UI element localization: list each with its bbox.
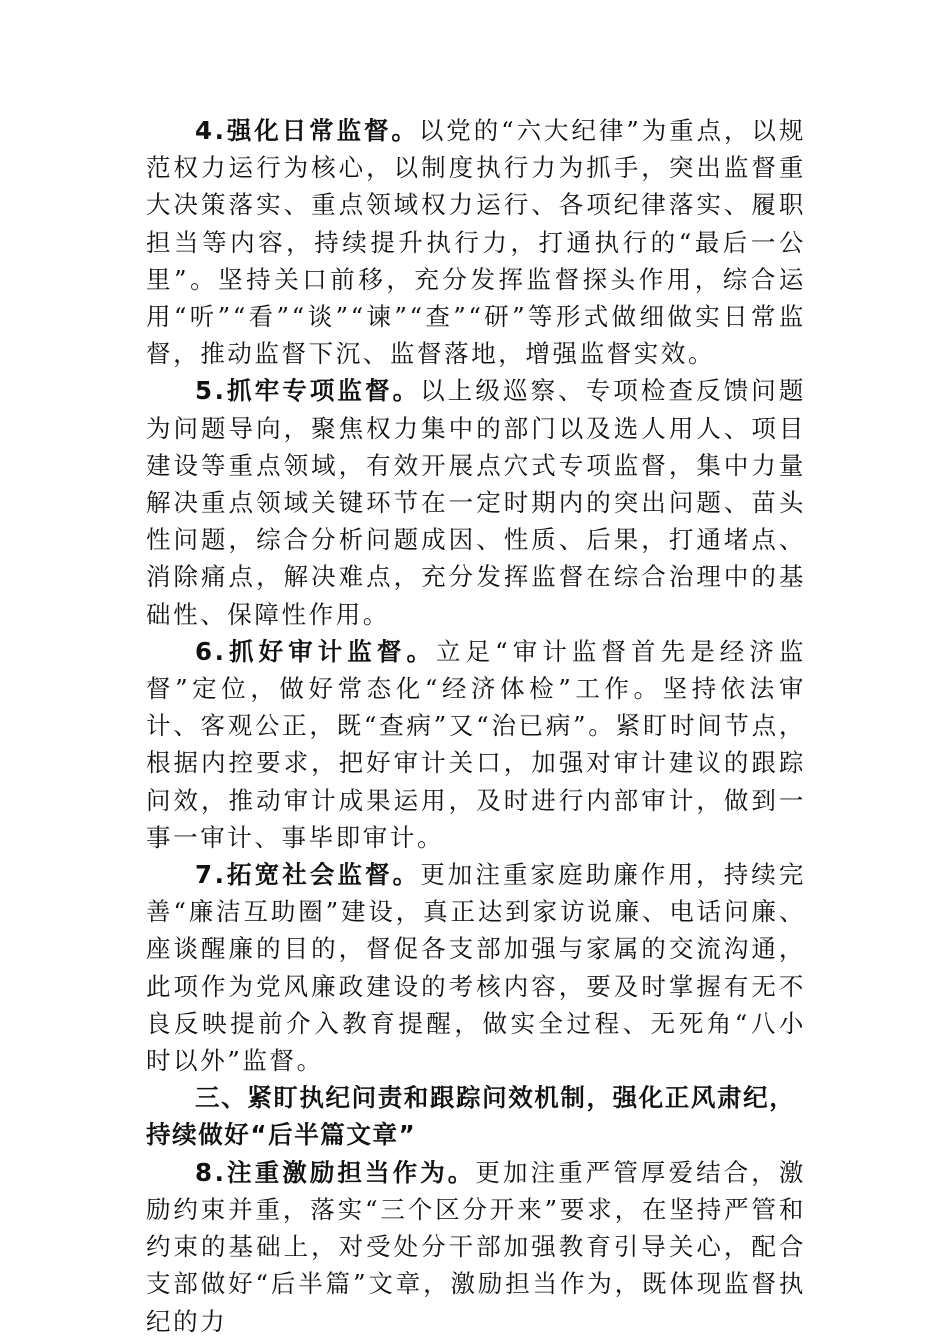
paragraph-incentive — [146, 1154, 806, 1340]
paragraph-body: 以上级巡察、专项检查反馈问题为问题导向，聚焦权力集中的部门以及选人用人、项目建设等重点领域，有效开展点穴式专项监督，集中力量解决重点领域关键环节在一定时期内的突出问题、苗头性问题，综合分析问题成因、性质、后果，打通堵点、消除痛点，解决难点，充分发挥监督在综合治理中的基础性、保障性作用。 — [146, 376, 806, 629]
paragraph-lead: 4.强化日常监督。 — [195, 116, 419, 145]
paragraph-body: 更加注重家庭助廉作用，持续完善“廉洁互助圈”建设，真正达到家访说廉、电话问廉、座谈醒廉的目的，督促各支部加强与家属的交流沟通，此项作为党风廉政建设的考核内容，要及时掌握有无不良反映提前介入教育提醒，做实全过程、无死角“八小时以外”监督。 — [146, 860, 806, 1076]
section-heading: 三、紧盯执纪问责和跟踪问效机制，强化正风肃纪，持续做好“后半篇文章” — [146, 1083, 796, 1150]
document-page — [146, 112, 806, 1340]
paragraph-lead: 6.抓好审计监督。 — [195, 636, 437, 666]
paragraph-body: 更加注重严管厚爱结合，激励约束并重，落实“三个区分开来”要求，在坚持严管和约束的基础上，对受处分干部加强教育引导关心，配合支部做好“后半篇”文章，激励担当作为，既体现监督执纪的力 — [146, 1157, 806, 1336]
paragraph-special-supervision — [146, 372, 806, 632]
paragraph-lead: 5.抓牢专项监督。 — [195, 376, 421, 406]
paragraph-body: 立足“审计监督首先是经济监督”定位，做好常态化“经济体检”工作。坚持依法审计、客观公正，既“查病”又“治已病”。紧盯时间节点，根据内控要求，把好审计关口，加强对审计建议的跟踪问效，推动审计成果运用，及时进行内部审计，做到一事一审计、事毕即审计。 — [146, 636, 806, 852]
paragraph-daily-supervision — [146, 112, 806, 372]
paragraph-body: 以党的“六大纪律”为重点，以规范权力运行为核心，以制度执行力为抓手，突出监督重大决策落实、重点领域权力运行、各项纪律落实、履职担当等内容，持续提升执行力，打通执行的“最后一公里”。坚持关口前移，充分发挥监督探头作用，综合运用“听”“看”“谈”“谏”“查”“研”等形式做细做实日常监督，推动监督下沉、监督落地，增强监督实效。 — [146, 116, 806, 369]
paragraph-audit-supervision — [146, 633, 806, 856]
paragraph-lead: 8.注重激励担当作为。 — [195, 1157, 476, 1187]
paragraph-lead: 7.拓宽社会监督。 — [195, 860, 421, 890]
paragraph-social-supervision — [146, 856, 806, 1079]
